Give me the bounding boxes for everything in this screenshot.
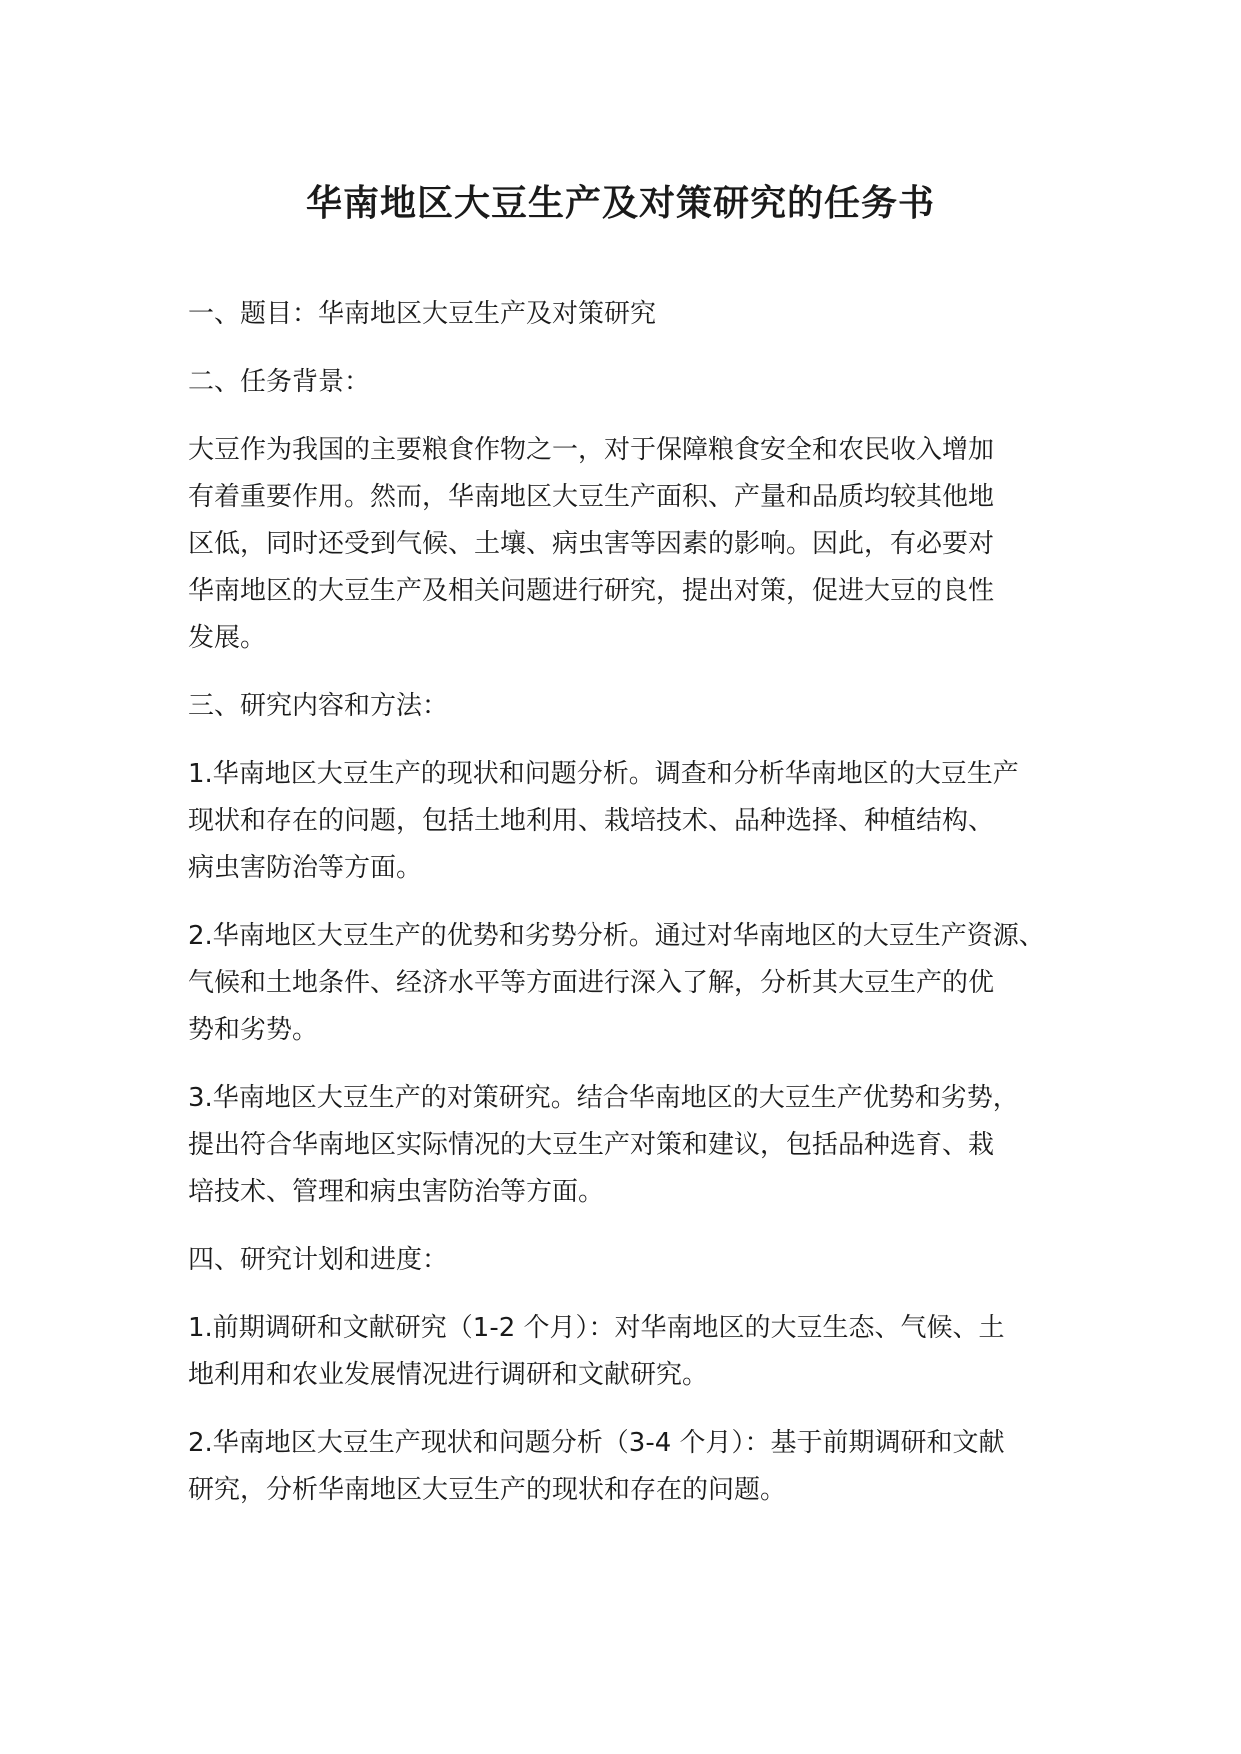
paragraph bbox=[188, 751, 1078, 892]
text-line: 提出符合华南地区实际情况的大豆生产对策和建议，包括品种选育、栽 bbox=[188, 1130, 995, 1160]
text-line: 三、研究内容和方法： bbox=[188, 691, 449, 721]
paragraph bbox=[188, 913, 1078, 1054]
text-line: 现状和存在的问题，包括土地利用、栽培技术、品种选择、种植结构、 bbox=[188, 806, 995, 836]
document-title: 华南地区大豆生产及对策研究的任务书 bbox=[305, 183, 935, 224]
text-line: 1.华南地区大豆生产的现状和问题分析。调查和分析华南地区的大豆生产 bbox=[188, 759, 1019, 789]
paragraph bbox=[188, 427, 1078, 662]
text-line: 培技术、管理和病虫害防治等方面。 bbox=[188, 1177, 605, 1207]
text-line: 地利用和农业发展情况进行调研和文献研究。 bbox=[188, 1360, 709, 1390]
text-line: 区低，同时还受到气候、土壤、病虫害等因素的影响。因此，有必要对 bbox=[188, 529, 995, 559]
text-line: 二、任务背景： bbox=[188, 367, 371, 397]
text-line: 病虫害防治等方面。 bbox=[188, 853, 423, 883]
text-line: 势和劣势。 bbox=[188, 1015, 319, 1045]
text-line: 2.华南地区大豆生产的优势和劣势分析。通过对华南地区的大豆生产资源、 bbox=[188, 921, 1045, 951]
text-line: 气候和土地条件、经济水平等方面进行深入了解，分析其大豆生产的优 bbox=[188, 968, 995, 998]
paragraph bbox=[188, 291, 1078, 338]
paragraph bbox=[188, 1237, 1078, 1284]
paragraph bbox=[188, 1305, 1078, 1399]
paragraph bbox=[188, 1075, 1078, 1216]
text-line: 一、题目：华南地区大豆生产及对策研究 bbox=[188, 299, 657, 329]
text-line: 1.前期调研和文献研究（1-2 个月）：对华南地区的大豆生态、气候、土 bbox=[188, 1313, 1005, 1343]
paragraph bbox=[188, 683, 1078, 730]
text-line: 四、研究计划和进度： bbox=[188, 1245, 449, 1275]
text-line: 3.华南地区大豆生产的对策研究。结合华南地区的大豆生产优势和劣势， bbox=[188, 1083, 1019, 1113]
text-line: 研究，分析华南地区大豆生产的现状和存在的问题。 bbox=[188, 1475, 787, 1505]
paragraph bbox=[188, 1420, 1078, 1514]
text-line: 大豆作为我国的主要粮食作物之一，对于保障粮食安全和农民收入增加 bbox=[188, 435, 995, 465]
text-line: 有着重要作用。然而，华南地区大豆生产面积、产量和品质均较其他地 bbox=[188, 482, 995, 512]
document-body bbox=[188, 291, 1078, 1535]
text-line: 华南地区的大豆生产及相关问题进行研究，提出对策，促进大豆的良性 bbox=[188, 576, 995, 606]
text-line: 2.华南地区大豆生产现状和问题分析（3-4 个月）：基于前期调研和文献 bbox=[188, 1428, 1005, 1458]
text-line: 发展。 bbox=[188, 623, 267, 653]
paragraph bbox=[188, 359, 1078, 406]
